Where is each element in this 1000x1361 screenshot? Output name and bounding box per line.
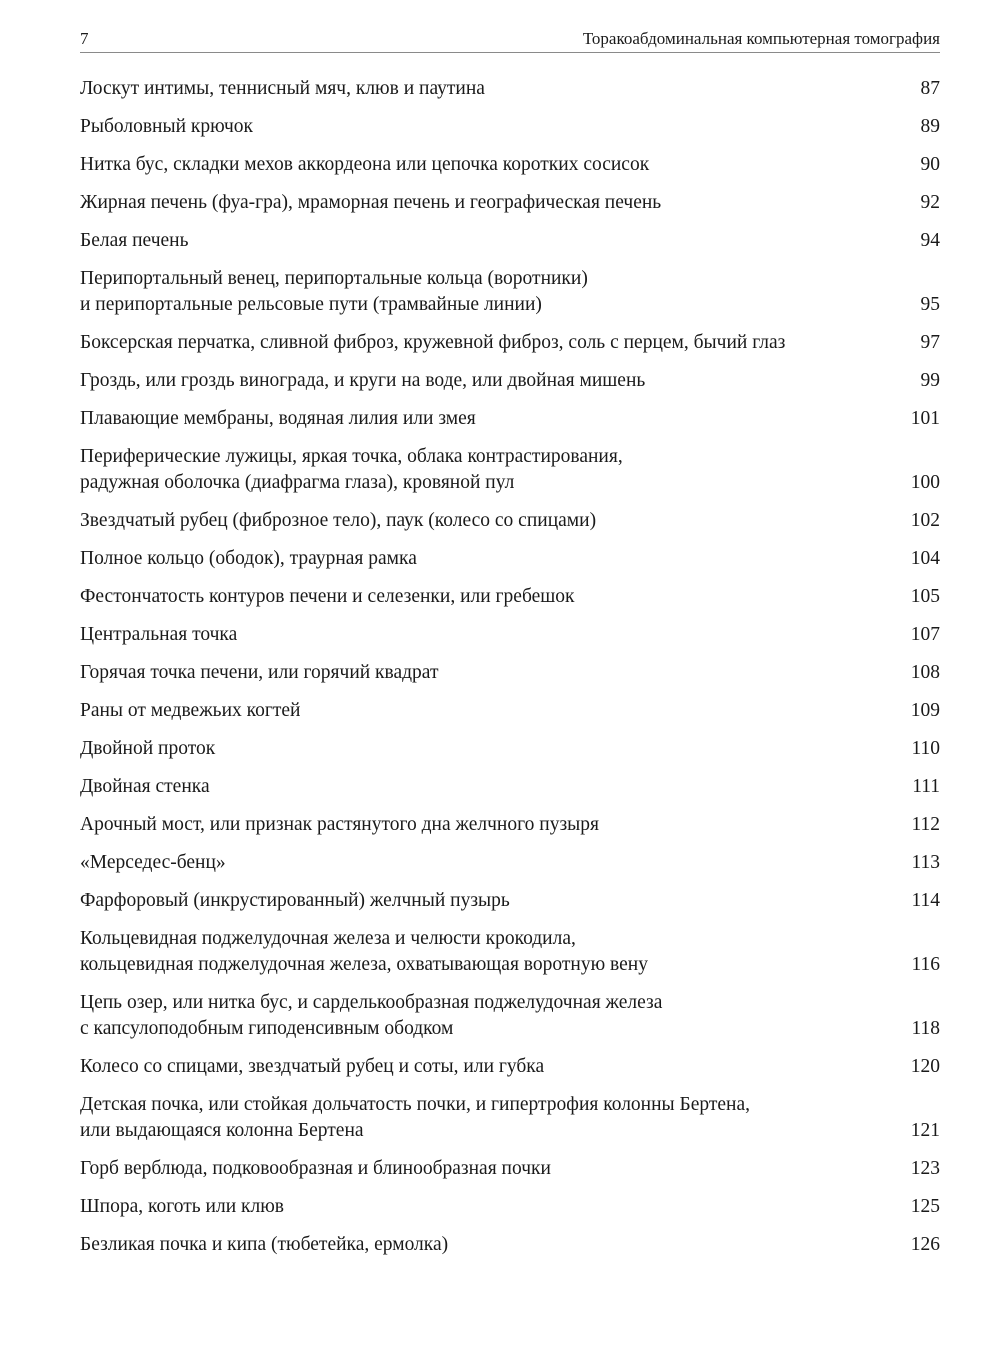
- toc-entry: [80, 698, 940, 724]
- toc-entry: [80, 1232, 940, 1258]
- toc-entry: [80, 76, 940, 102]
- toc-entry-page: 116: [911, 954, 940, 975]
- toc-entry-page: 121: [910, 1120, 940, 1141]
- toc-entry-title: Кольцевидная поджелудочная железа и челюсти крокодила, кольцевидная поджелудочная железа, охватывающая воротную вену: [80, 928, 648, 975]
- toc-entry: [80, 888, 940, 914]
- toc-entry-page: 90: [920, 154, 940, 175]
- toc-entry-page: 99: [920, 370, 940, 391]
- toc-entry-page: 102: [910, 510, 940, 531]
- toc-entry-title: Перипортальный венец, перипортальные кольца (воротники) и перипортальные рельсовые пути (трамвайные линии): [80, 268, 588, 315]
- toc-entry-page: 87: [920, 78, 940, 99]
- toc-entry-page: 113: [911, 852, 940, 873]
- toc-entry-page: 108: [910, 662, 940, 683]
- toc-entry-title: Нитка бус, складки мехов аккордеона или цепочка коротких сосисок: [80, 154, 650, 175]
- toc-entry: [80, 990, 940, 1042]
- toc-entry-page: 92: [920, 192, 940, 213]
- toc-entry: [80, 114, 940, 140]
- toc-entry-page: 94: [920, 230, 940, 251]
- toc-entry-title: Лоскут интимы, теннисный мяч, клюв и паутина: [80, 78, 485, 99]
- running-title: Торакоабдоминальная компьютерная томография: [582, 29, 940, 48]
- toc-entry-title: Звездчатый рубец (фиброзное тело), паук (колесо со спицами): [80, 510, 597, 531]
- toc-entry-page: 111: [912, 776, 940, 797]
- toc-entry-page: 110: [911, 738, 940, 759]
- toc-entry-page: 109: [910, 700, 940, 721]
- toc-entry: [80, 546, 940, 572]
- toc-entry: [80, 190, 940, 216]
- toc-entry-title: Центральная точка: [80, 624, 238, 645]
- toc-entry: [80, 926, 940, 978]
- toc-entry-page: 118: [911, 1018, 940, 1039]
- toc-entry-page: 95: [920, 294, 940, 315]
- toc-entry: [80, 1194, 940, 1220]
- toc-entry-page: 120: [910, 1056, 940, 1077]
- toc-entry: [80, 406, 940, 432]
- toc-entry-page: 107: [910, 624, 940, 645]
- toc-entry-title: Детская почка, или стойкая дольчатость почки, и гипертрофия колонны Бертена, или выдающаяся колонна Бертена: [80, 1094, 751, 1141]
- toc-entry-page: 126: [910, 1234, 940, 1255]
- toc-entry-page: 100: [910, 472, 940, 493]
- toc-entry: [80, 228, 940, 254]
- toc-entry-title: Горячая точка печени, или горячий квадрат: [80, 662, 439, 683]
- toc-entry-title: Раны от медвежьих когтей: [80, 700, 301, 721]
- toc-entry: [80, 660, 940, 686]
- toc-entry-title: Полное кольцо (ободок), траурная рамка: [80, 548, 417, 569]
- toc-entry-title: Горб верблюда, подковообразная и блинообразная почки: [80, 1158, 551, 1179]
- toc-entry: [80, 266, 940, 318]
- toc-entry-title: Фарфоровый (инкрустированный) желчный пузырь: [80, 890, 510, 911]
- toc-entry-title: Двойной проток: [80, 738, 216, 759]
- toc-entry-page: 97: [920, 332, 940, 353]
- toc-entry: [80, 508, 940, 534]
- toc-entry-title: Плавающие мембраны, водяная лилия или змея: [80, 408, 476, 429]
- table-of-contents: [80, 76, 940, 1270]
- toc-entry-title: Колесо со спицами, звездчатый рубец и соты, или губка: [80, 1056, 545, 1077]
- toc-entry: [80, 1092, 940, 1144]
- toc-entry: [80, 812, 940, 838]
- toc-entry-title: Безликая почка и кипа (тюбетейка, ермолка): [80, 1234, 449, 1255]
- toc-entry: [80, 584, 940, 610]
- toc-entry-title: Шпора, коготь или клюв: [80, 1196, 284, 1217]
- page-number: 7: [80, 29, 89, 48]
- toc-entry-title: Белая печень: [80, 230, 189, 251]
- toc-entry-page: 112: [911, 814, 940, 835]
- toc-entry: [80, 622, 940, 648]
- toc-entry: [80, 152, 940, 178]
- toc-entry-title: Гроздь, или гроздь винограда, и круги на воде, или двойная мишень: [80, 370, 646, 391]
- toc-entry: [80, 736, 940, 762]
- toc-entry-title: Жирная печень (фуа-гра), мраморная печень и географическая печень: [80, 192, 662, 213]
- toc-entry-page: 89: [920, 116, 940, 137]
- toc-entry-title: Боксерская перчатка, сливной фиброз, кружевной фиброз, соль с перцем, бычий глаз: [80, 332, 786, 353]
- toc-entry-page: 114: [911, 890, 940, 911]
- toc-entry-page: 123: [910, 1158, 940, 1179]
- toc-entry-page: 101: [910, 408, 940, 429]
- toc-entry: [80, 1054, 940, 1080]
- toc-entry: [80, 444, 940, 496]
- toc-entry: [80, 1156, 940, 1182]
- toc-entry: [80, 330, 940, 356]
- toc-entry-title: Фестончатость контуров печени и селезенки, или гребешок: [80, 586, 575, 607]
- toc-entry-page: 104: [910, 548, 940, 569]
- toc-entry: [80, 850, 940, 876]
- toc-entry-title: Рыболовный крючок: [80, 116, 253, 137]
- toc-entry: [80, 774, 940, 800]
- toc-entry-title: Цепь озер, или нитка бус, и сарделькообразная поджелудочная железа с капсулоподобным гиподенсивным ободком: [80, 992, 663, 1039]
- toc-entry-page: 125: [910, 1196, 940, 1217]
- toc-entry-title: «Мерседес-бенц»: [80, 852, 226, 873]
- toc-entry-page: 105: [910, 586, 940, 607]
- running-head: [80, 28, 940, 53]
- toc-entry: [80, 368, 940, 394]
- toc-entry-title: Арочный мост, или признак растянутого дна желчного пузыря: [80, 814, 599, 835]
- toc-entry-title: Двойная стенка: [80, 776, 210, 797]
- toc-entry-title: Периферические лужицы, яркая точка, облака контрастирования, радужная оболочка (диафрагма глаза), кровяной пул: [80, 446, 623, 493]
